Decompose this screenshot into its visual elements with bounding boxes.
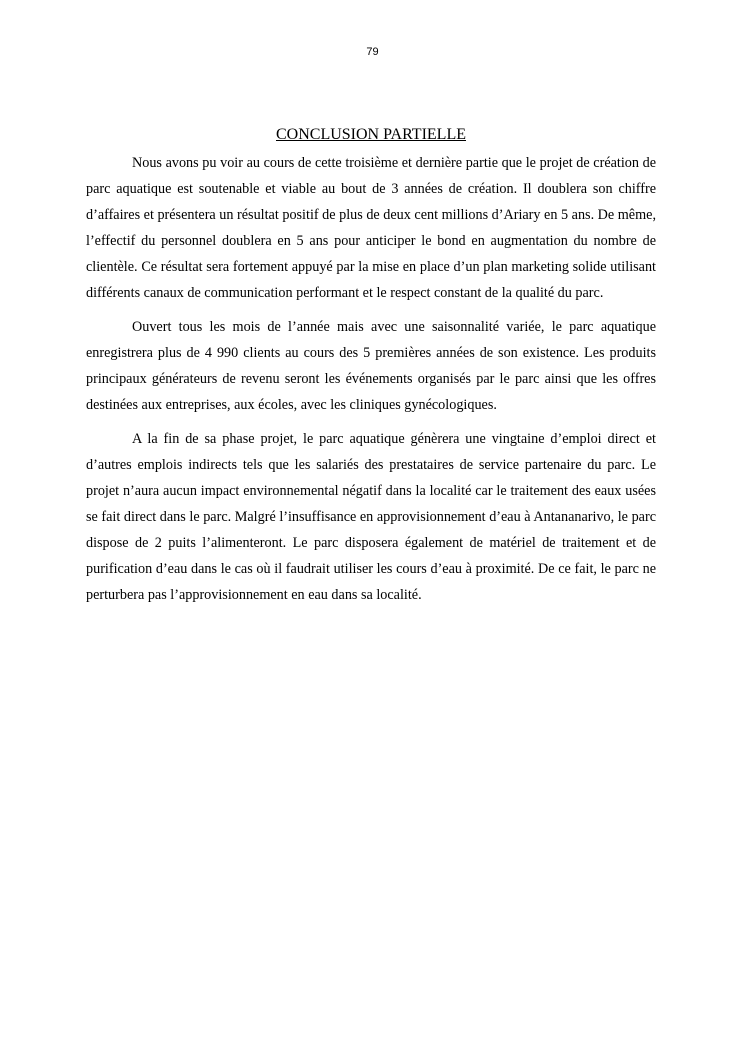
page-number: 79 — [366, 46, 379, 58]
paragraph-impact: A la fin de sa phase projet, le parc aquatique génèrera une vingtaine d’emploi direct et d’autres emplois indirects tels que les salariés des prestataires de service partenaire du parc. Le projet n’aura aucun impact environnemental négatif dans la localité car le traitement des eaux usées se fait direct dans le parc. Malgré l’insuffisance en approvisionnement d’eau à Antananarivo, le parc dispose de 2 puits l’alimenteront. Le parc disposera également de matériel de traitement et de purification d’eau dans le cas où il faudrait utiliser les cours d’eau à proximité. De ce fait, le parc ne perturbera pas l’approvisionnement en eau dans sa localité. — [86, 431, 656, 603]
paragraph-clients: Ouvert tous les mois de l’année mais avec une saisonnalité variée, le parc aquatique enregistrera plus de 4 990 clients au cours des 5 premières années de son existence. Les produits principaux générateurs de revenu seront les événements organisés par le parc ainsi que les offres destinées aux entreprises, aux écoles, avec les cliniques gynécologiques. — [86, 319, 656, 413]
document-body — [86, 125, 656, 616]
paragraph-summary: Nous avons pu voir au cours de cette troisième et dernière partie que le projet de création de parc aquatique est soutenable et viable au bout de 3 années de création. Il doublera son chiffre d’affaires et présentera un résultat positif de plus de deux cent millions d’Ariary en 5 ans. De même, l’effectif du personnel doublera en 5 ans pour anticiper le bond en augmentation du nombre de clientèle. Ce résultat sera fortement appuyé par la mise en place d’un plan marketing solide utilisant différents canaux de communication performant et le respect constant de la qualité du parc. — [86, 155, 656, 301]
section-title: CONCLUSION PARTIELLE — [275, 126, 466, 143]
